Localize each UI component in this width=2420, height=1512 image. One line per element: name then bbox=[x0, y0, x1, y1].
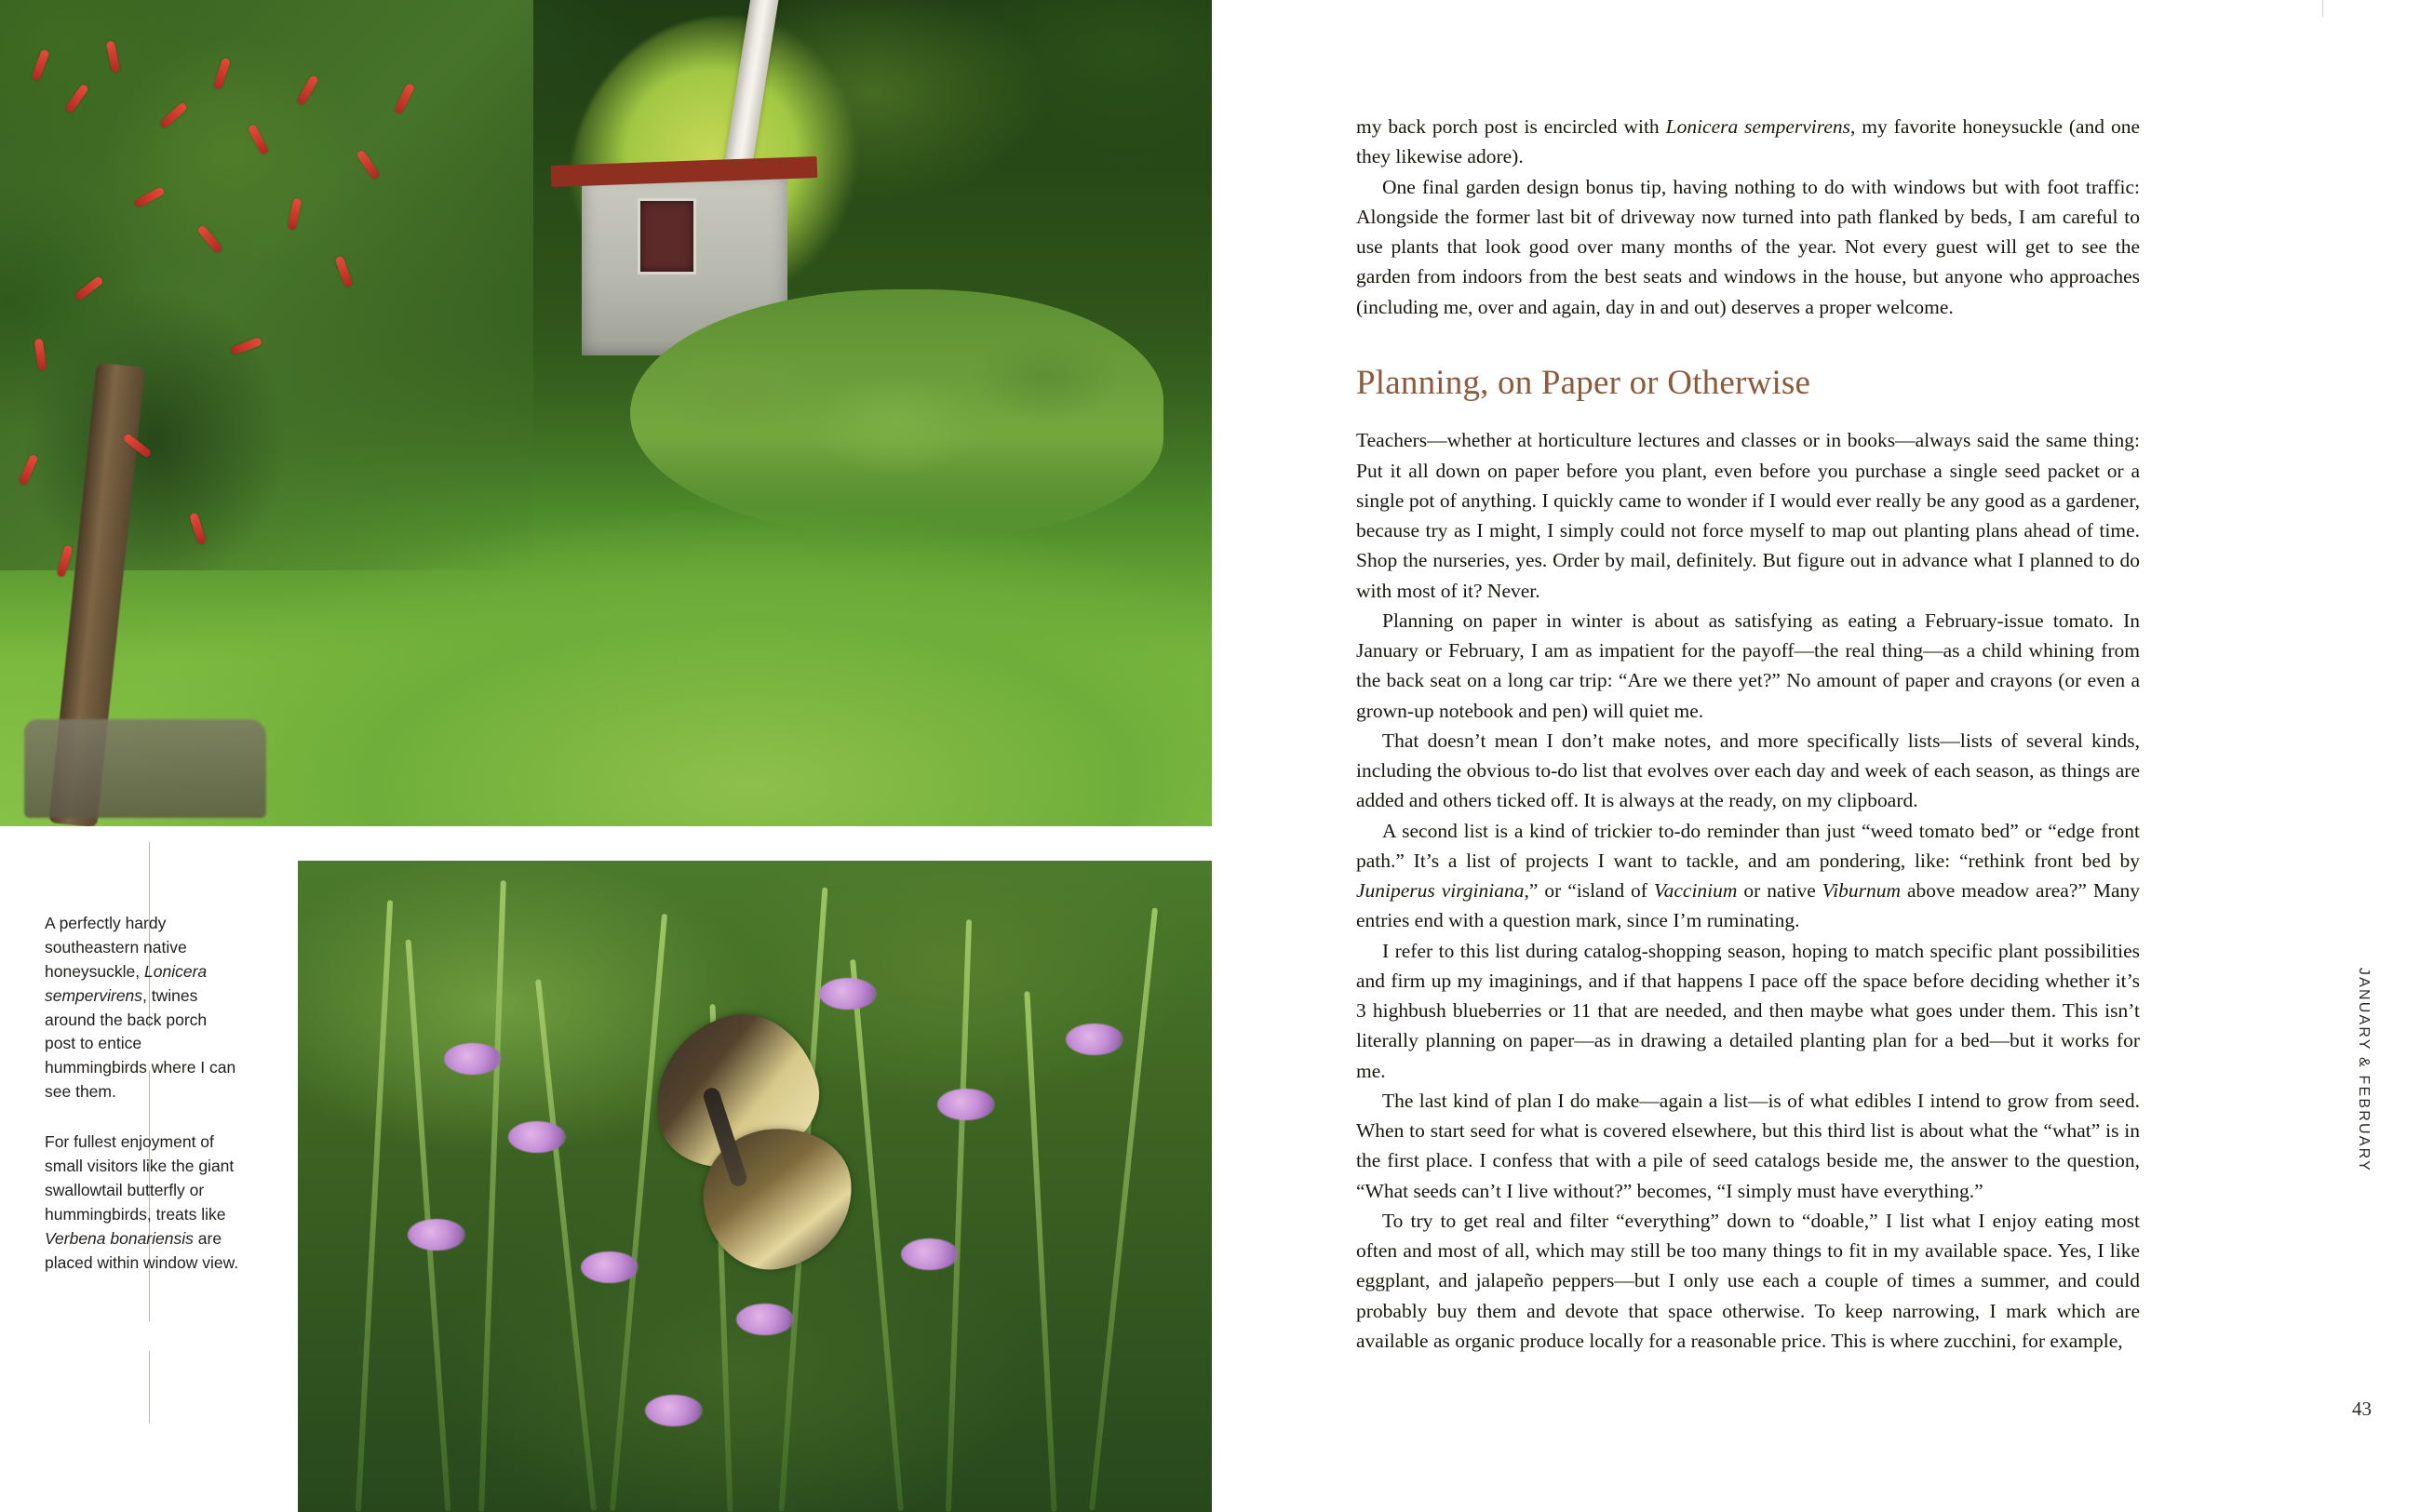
text-run: A second list is a kind of trickier to-do reminder than just “weed tomato bed” or “edge front path.” It’s a list of projects I want to tackle, and am pondering, like: “rethink front bed by bbox=[1356, 819, 2140, 872]
paragraph-catalog: I refer to this list during catalog-shopping season, hoping to match specific plant possibilities and firm up my imaginings, and if that happens I pace off the space before deciding whether it’s 3 highbush blueberries or 11 that are needed, and then maybe what goes under them. This isn’t literally planning on paper—as in drawing a detailed planting plan for a bed—but it works for me. bbox=[1356, 939, 2140, 1082]
paragraph-winter: Planning on paper in winter is about as satisfying as eating a February-issue tomato. In January or February, I am as impatient for the payoff—the real thing—as a child whining from the back seat on a long car trip: “Are we there yet?” No amount of paper and crayons (or even a grown-up notebook and pen) will quiet me. bbox=[1356, 609, 2140, 722]
caption-run: A perfectly hardy southeastern native honeysuckle, bbox=[45, 914, 187, 981]
verbena-flower bbox=[937, 1089, 995, 1120]
hosta-bed bbox=[630, 289, 1163, 537]
photo-captions bbox=[45, 912, 240, 1301]
page-number: 43 bbox=[2352, 1398, 2372, 1420]
caption-visitors bbox=[45, 1131, 240, 1275]
text-run-italic: Vaccinium bbox=[1653, 879, 1738, 902]
text-run: or native bbox=[1737, 879, 1822, 902]
stone-wall bbox=[24, 719, 266, 819]
verbena-flower bbox=[508, 1121, 566, 1153]
giant-swallowtail-butterfly bbox=[627, 1017, 925, 1296]
caption-run-italic: Lonicera sempervirens bbox=[45, 961, 208, 1005]
paragraph-lists: That doesn’t mean I don’t make notes, and more specifically lists—lists of several kinds, including the obvious to-do list that evolves over each day and week of each season, as things are added and others ticked off. It is always at the ready, on my clipboard. bbox=[1356, 729, 2140, 812]
shed-window bbox=[638, 198, 696, 274]
text-run: ,” or “island of bbox=[1524, 879, 1654, 902]
verbena-flower bbox=[819, 978, 877, 1010]
paragraph-doable: To try to get real and filter “everything” down to “doable,” I list what I enjoy eating most often and most of all, which may still be too many things to fit in my available space. Yes, I like eggplant, and jalapeño peppers—but I only use each a couple of times a summer, and could probably buy them and devote that space otherwise. To keep narrowing, I mark which are available as organic produce locally for a reasonable price. This is where zucchini, for example, bbox=[1356, 1209, 2140, 1352]
caption-run-italic: Verbena bonariensis bbox=[45, 1228, 194, 1248]
paragraph-continued bbox=[1356, 112, 2140, 172]
section-heading: Planning, on Paper or Otherwise bbox=[1356, 363, 1811, 402]
paragraph-second-list bbox=[1356, 816, 2140, 936]
text-run-italic: Juniperus virginiana bbox=[1356, 879, 1525, 902]
body-text-column bbox=[1356, 112, 2140, 1356]
right-page bbox=[1212, 0, 2420, 1512]
verbena-flower bbox=[444, 1043, 502, 1075]
text-run: above meadow area?” Many entries end with a question mark, since I’m ruminating. bbox=[1356, 879, 2140, 932]
text-run: my back porch post is encircled with bbox=[1356, 115, 1666, 138]
text-run-italic: Viburnum bbox=[1822, 879, 1902, 902]
caption-run: For fullest enjoyment of small visitors like the giant swallowtail butterfly or hummingbirds, treats like bbox=[45, 1132, 235, 1224]
butterfly-on-verbena-photo bbox=[298, 861, 1212, 1512]
paragraph-edibles: The last kind of plan I do make—again a list—is of what edibles I intend to grow from seed. When to start seed for what is covered elsewhere, but this third list is about what the “what” is in the first place. I confess that with a pile of seed catalogs beside me, the answer to the question, “What seeds can’t I live without?” becomes, “I simply must have everything.” bbox=[1356, 1089, 2140, 1202]
verbena-flower bbox=[736, 1304, 794, 1335]
paragraph-teachers: Teachers—whether at horticulture lectures and classes or in books—always said the same thing: Put it all down on paper before you plant, even before you purchase a single seed packet or a single pot of anything. I quickly came to wonder if I would ever really be any good as a gardener, because try as I might, I simply could not force myself to map out planting plans ahead of time. Shop the nurseries, yes. Order by mail, definitely. But figure out in advance what I planned to do with most of it? Never. bbox=[1356, 429, 2140, 602]
caption-run: , twines around the back porch post to entice hummingbirds where I can see them. bbox=[45, 985, 236, 1102]
garden-with-shed-photo bbox=[0, 0, 1212, 826]
text-run-italic: Lonicera sempervirens bbox=[1665, 115, 1850, 138]
caption-rule bbox=[149, 1351, 150, 1424]
running-head: JANUARY & FEBRUARY bbox=[2356, 967, 2372, 1172]
text-run: , my favorite honeysuckle (and one they likewise adore). bbox=[1356, 115, 2140, 168]
caption-run: are placed within window view. bbox=[45, 1228, 239, 1272]
paragraph-foot-traffic: One final garden design bonus tip, having nothing to do with windows but with foot traffic: Alongside the former last bit of driveway now turned into path flanked by beds, I am careful to use plants that look good over many months of the year. Not every guest will get to see the garden from indoors from the best seats and windows in the house, but anyone who approaches (including me, over and again, day in and out) deserves a proper welcome. bbox=[1356, 175, 2140, 318]
caption-honeysuckle bbox=[45, 912, 240, 1104]
verbena-flower bbox=[1066, 1024, 1123, 1055]
verbena-flower bbox=[408, 1219, 465, 1251]
trim-rule bbox=[2322, 0, 2323, 17]
verbena-flower bbox=[645, 1395, 703, 1426]
